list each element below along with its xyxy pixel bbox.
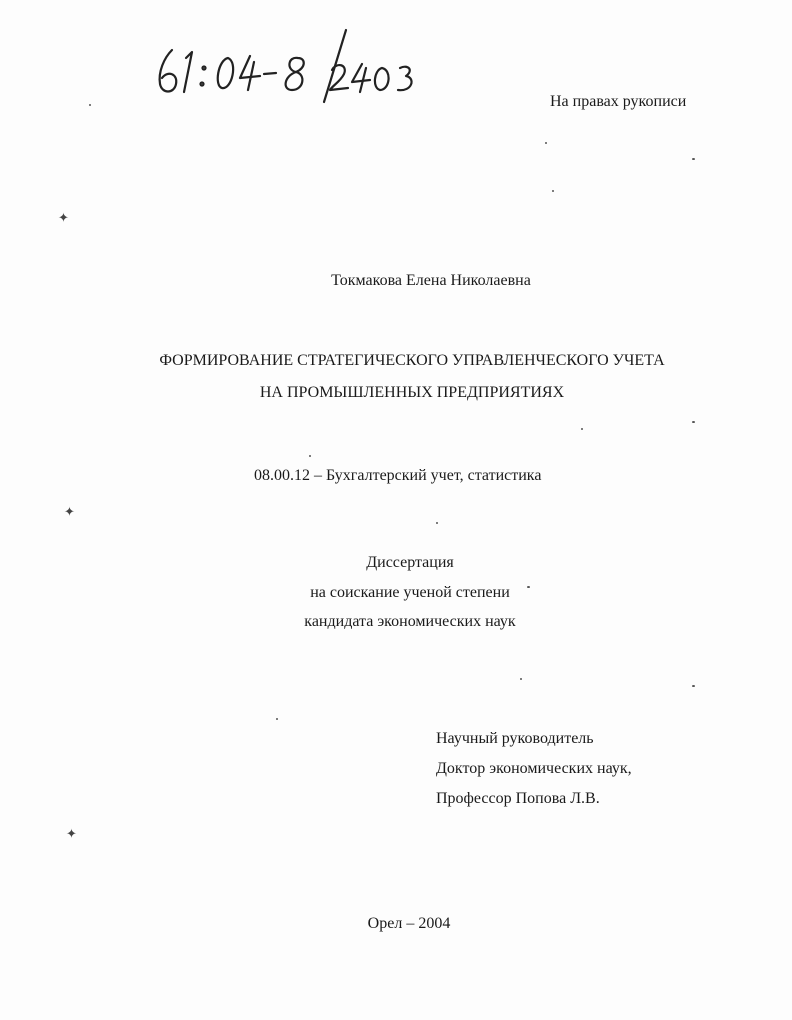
scan-speck bbox=[309, 455, 311, 457]
degree-line-3: кандидата экономических наук bbox=[304, 613, 516, 630]
scan-speck bbox=[692, 158, 695, 160]
scan-speck bbox=[520, 678, 522, 680]
place-year: Орел – 2004 bbox=[367, 915, 451, 932]
rights-note: На правах рукописи bbox=[550, 93, 687, 110]
degree-line-2: на соискание ученой степени bbox=[310, 584, 510, 601]
scan-speck bbox=[89, 104, 91, 106]
scan-speck bbox=[545, 142, 547, 144]
thesis-title-line-1: ФОРМИРОВАНИЕ СТРАТЕГИЧЕСКОГО УПРАВЛЕНЧЕСКОГО УЧЕТА bbox=[159, 352, 665, 369]
supervisor-name: Профессор Попова Л.В. bbox=[436, 790, 600, 807]
supervisor-degree: Доктор экономических наук, bbox=[436, 760, 632, 777]
scan-speck bbox=[552, 190, 554, 192]
scan-speck bbox=[692, 421, 695, 423]
scan-speck bbox=[527, 586, 530, 588]
binding-mark-icon: ✦ bbox=[64, 505, 75, 520]
specialty-code: 08.00.12 – Бухгалтерский учет, статистика bbox=[254, 467, 542, 484]
binding-mark-icon: ✦ bbox=[58, 211, 69, 226]
scan-speck bbox=[436, 522, 438, 524]
degree-line-1: Диссертация bbox=[366, 554, 454, 571]
handwritten-archive-code bbox=[150, 28, 430, 108]
scan-speck bbox=[692, 685, 695, 687]
supervisor-label: Научный руководитель bbox=[436, 730, 594, 747]
binding-mark-icon: ✦ bbox=[66, 827, 77, 842]
scan-speck bbox=[276, 718, 278, 720]
author-name: Токмакова Елена Николаевна bbox=[331, 272, 531, 289]
thesis-title-line-2: НА ПРОМЫШЛЕННЫХ ПРЕДПРИЯТИЯХ bbox=[259, 384, 565, 401]
handwritten-archive-code-drawing bbox=[150, 28, 430, 108]
scan-speck bbox=[581, 428, 583, 430]
